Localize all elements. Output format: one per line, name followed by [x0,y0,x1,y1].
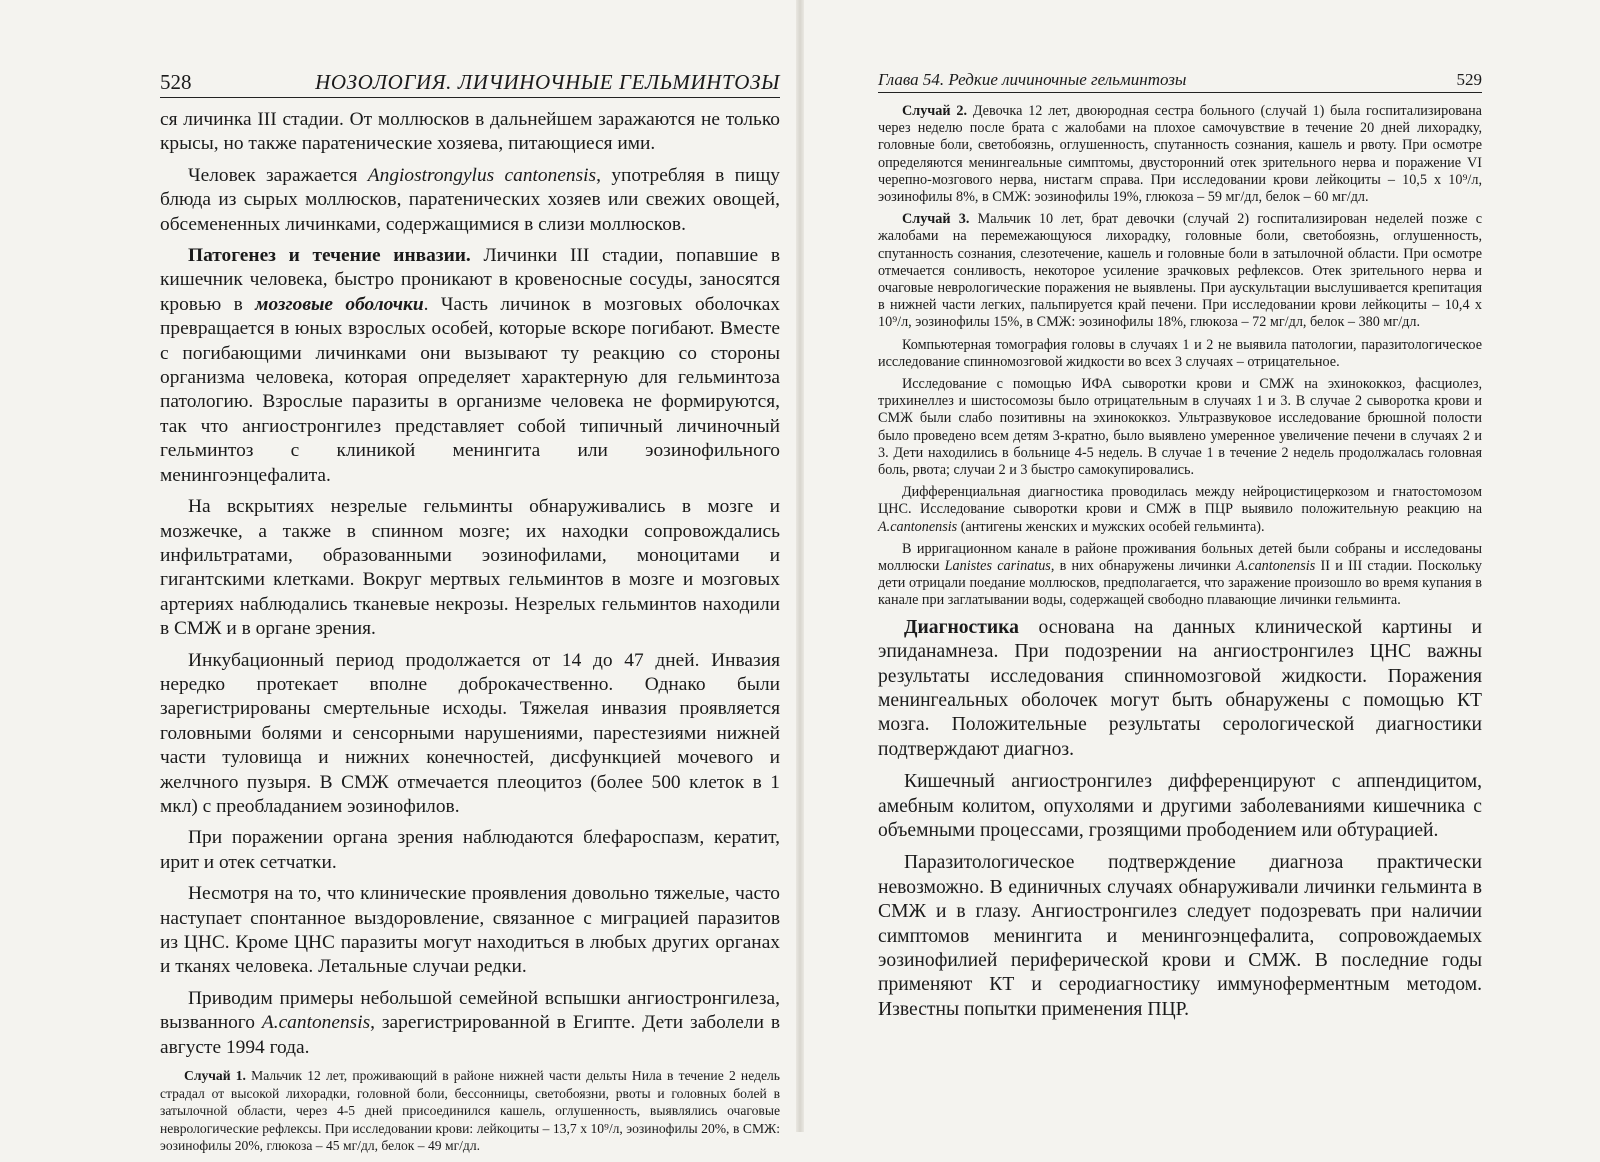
right-page [878,70,1482,1030]
running-title: НОЗОЛОГИЯ. ЛИЧИНОЧНЫЕ ГЕЛЬМИНТОЗЫ [315,70,780,94]
page-number: 528 [160,70,192,94]
case-report: Случай 2. Девочка 12 лет, двоюродная сестра больного (случай 1) была госпитализирована через неделю после брата с жалобами на плохое самочувствие в течение 20 дней лихорадку, головные боли, светобоязнь, оглушенность, спутанность сознания, кашель и рвоту. При осмотре определяются менингеальные симптомы, двусторонний отек зрительного нерва и поражение VI черепно-мозгового нерва, нистагм справа. При исследовании крови лейкоциты – 10,5 x 10⁹/л, эозинофилы 8%, в СМЖ: эозинофилы 19%, глюкоза – 59 мг/дл, белок – 60 мг/дл. [878,103,1482,206]
running-title: Глава 54. Редкие личиночные гельминтозы [878,70,1187,89]
paragraph: Компьютерная томография головы в случаях 1 и 2 не выявила патологии, паразитологическое исследование спинномозговой жидкости во всех 3 случаях – отрицательное. [878,336,1482,370]
book-gutter [796,0,804,1132]
paragraph: Приводим примеры небольшой семейной вспышки ангиостронгилеза, вызванного A.cantonensis, зарегистрированной в Египте. Дети заболели в августе 1994 года. [160,987,780,1058]
paragraph: Паразитологическое подтверждение диагноза практически невозможно. В единичных случаях обнаруживали личинки гельминта в СМЖ и в глазу. Ангиостронгилез следует подозревать при наличии симптомов менингита и менингоэнцефалита, сопровождаемых эозинофилией периферической крови и СМЖ. В последние годы применяют КТ и серодиагностику иммуноферментным методом. Известны попытки применения ПЦР. [878,852,1482,1020]
paragraph: Патогенез и течение инвазии. Личинки III стадии, попавшие в кишечник человека, быстро проникают в кровеносные сосуды, заносятся кровью в мозговые оболочки. Часть личинок в мозговых оболочках превращается в юных взрослых особей, которые вскоре погибают. Вместе с погибающими личинками они вызывают ту реакцию со стороны организма человека, которая определяет характерную для гельминтоза патологию. Взрослые паразиты в организме человека не формируются, так что ангиостронгилез представляет собой типичный личиночный гельминтоз с клиникой менингита или эозинофильного менингоэнцефалита. [160,245,780,486]
paragraph: При поражении органа зрения наблюдаются блефароспазм, кератит, ирит и отек сетчатки. [160,827,780,873]
paragraph: Несмотря на то, что клинические проявления довольно тяжелые, часто наступает спонтанное выздоровление, связанное с миграцией паразитов из ЦНС. Кроме ЦНС паразиты могут находиться в любых других органах и тканях человека. Летальные случаи редки. [160,883,780,978]
left-page [160,70,780,1162]
right-page-header [878,70,1482,93]
section-heading: Диагностика [904,616,1019,638]
paragraph: ся личинка III стадии. От моллюсков в дальнейшем заражаются не только крысы, но также паратенические хозяева, питающиеся ими. [160,109,780,155]
page-number: 529 [1456,70,1482,89]
left-page-body [160,108,780,1155]
paragraph: На вскрытиях незрелые гельминты обнаруживались в мозге и мозжечке, а также в спинном мозге; их находки сопровождались инфильтратами, образованными эозинофилами, моноцитами и гигантскими клетками. Вокруг мертвых гельминтов в мозге и мозговых артериях наблюдались тканевые некрозы. Незрелых гельминтов находили в СМЖ и в органе зрения. [160,496,780,640]
case-report: Случай 3. Мальчик 10 лет, брат девочки (случай 2) госпитализирован неделей позже с жалобами на перемежающуюся лихорадку, головные боли, светобоязнь, оглушенность, спутанность сознания, слезотечение, кашель и головные боли в затылочной области. При осмотре отмечается сонливость, некоторое усиление зрачковых рефлексов. Отек зрительного нерва и очаговые неврологические поражения не выявлены. При аускультации выслушивается крепитация в нижней части легких, пальпируется край печени. При исследовании крови лейкоциты – 10,4 x 10⁹/л, эозинофилы 15%, в СМЖ: эозинофилы 18%, глюкоза – 72 мг/дл, белок – 380 мг/дл. [878,211,1482,331]
section-heading: Патогенез и течение инвазии. [188,245,471,267]
paragraph: Кишечный ангиостронгилез дифференцируют с аппендицитом, амебным колитом, опухолями и другими заболеваниями кишечника с объемными процессами, грозящими прободением или обтурацией. [878,771,1482,841]
case-report: Случай 1. Мальчик 12 лет, проживающий в районе нижней части дельты Нила в течение 2 недель страдал от высокой лихорадки, головной боли, бессонницы, светобоязни, рвоты и головных болей в затылочной области, через 4-5 дней присоединился кашель, оглушенность, выявлялись очаговые неврологические рефлексы. При исследовании крови: лейкоциты – 13,7 x 10⁹/л, эозинофилы 20%, в СМЖ: эозинофилы 20%, глюкоза – 45 мг/дл, белок – 49 мг/дл. [160,1068,780,1154]
right-page-body [878,103,1482,1022]
paragraph: Инкубационный период продолжается от 14 до 47 дней. Инвазия нередко протекает вполне доброкачественно. Однако были зарегистрированы смертельные исходы. Тяжелая инвазия проявляется головными болями и сенсорными нарушениями, парестезиями нижней части туловища и нижних конечностей, дисфункцией мочевого и желчного пузыря. В СМЖ отмечается плеоцитоз (более 500 клеток в 1 мкл) с преобладанием эозинофилов. [160,649,780,817]
paragraph: Дифференциальная диагностика проводилась между нейроцистицеркозом и гнатостомозом ЦНС. Исследование сыворотки крови и СМЖ в ПЦР выявило положительную реакцию на A.cantonensis (антигены женских и мужских особей гельминта). [878,484,1482,535]
paragraph: Исследование с помощью ИФА сыворотки крови и СМЖ на эхинококкоз, фасциолез, трихинеллез и шистосомозы было отрицательным в случаях 1 и 3. В случае 2 сыворотка крови и СМЖ были слабо позитивны на эхинококкоз. Ультразвуковое исследование брюшной полости было проведено всем детям 3-кратно, было выявлено умеренное увеличение печени в случаях 2 и 3. Дети находились в больнице 4-5 недель. В случае 1 в течение 2 недель продолжалась головная боль, рвота; случаи 2 и 3 быстро самокупировались. [878,376,1482,479]
paragraph: Человек заражается Angiostrongylus cantonensis, употребляя в пищу блюда из сырых моллюсков, паратенических хозяев или свежих овощей, обсемененных личинками, содержащимися в слизи моллюсков. [160,164,780,235]
paragraph: Диагностика основана на данных клинической картины и эпиданамнеза. При подозрении на ангиостронгилез ЦНС важны результаты исследования спинномозговой жидкости. Поражения менингеальных оболочек могут быть обнаружены с помощью КТ мозга. Положительные результаты серологической диагностики подтверждают диагноз. [878,616,1482,760]
left-page-header [160,70,780,98]
paragraph: В ирригационном канале в районе проживания больных детей были собраны и исследованы моллюски Lanistes carinatus, в них обнаружены личинки A.cantonensis II и III стадии. Поскольку дети отрицали поедание моллюсков, предполагается, что заражение произошло во время купания в канале при заглатывании воды, содержащей свободно плавающие личинки гельминта. [878,540,1482,609]
